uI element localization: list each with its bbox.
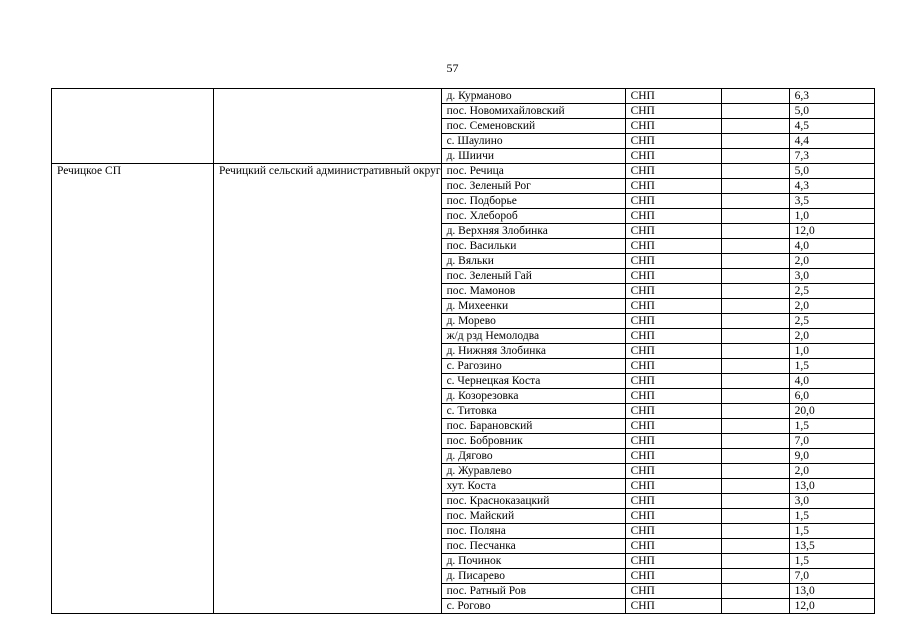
value-cell: 5,0 <box>789 104 874 119</box>
empty-cell <box>721 284 789 299</box>
value-cell: 2,5 <box>789 314 874 329</box>
value-cell: 2,5 <box>789 284 874 299</box>
value-cell: 7,3 <box>789 149 874 164</box>
locality-type-cell: СНП <box>625 584 721 599</box>
empty-cell <box>721 209 789 224</box>
locality-type-cell: СНП <box>625 404 721 419</box>
locality-type-cell: СНП <box>625 509 721 524</box>
value-cell: 9,0 <box>789 449 874 464</box>
locality-type-cell: СНП <box>625 299 721 314</box>
locality-name-cell: пос. Бобровник <box>441 434 625 449</box>
empty-cell <box>721 599 789 614</box>
locality-type-cell: СНП <box>625 104 721 119</box>
locality-type-cell: СНП <box>625 434 721 449</box>
value-cell: 2,0 <box>789 299 874 314</box>
empty-cell <box>721 539 789 554</box>
locality-type-cell: СНП <box>625 569 721 584</box>
locality-name-cell: пос. Зеленый Гай <box>441 269 625 284</box>
empty-cell <box>721 419 789 434</box>
value-cell: 6,3 <box>789 89 874 104</box>
empty-cell <box>721 224 789 239</box>
locality-name-cell: с. Титовка <box>441 404 625 419</box>
locality-name-cell: пос. Барановский <box>441 419 625 434</box>
locality-name-cell: д. Шиичи <box>441 149 625 164</box>
empty-cell <box>721 584 789 599</box>
value-cell: 7,0 <box>789 569 874 584</box>
value-cell: 6,0 <box>789 389 874 404</box>
locality-name-cell: пос. Новомихайловский <box>441 104 625 119</box>
value-cell: 20,0 <box>789 404 874 419</box>
empty-cell <box>721 314 789 329</box>
locality-type-cell: СНП <box>625 494 721 509</box>
value-cell: 1,5 <box>789 524 874 539</box>
locality-name-cell: пос. Майский <box>441 509 625 524</box>
locality-name-cell: с. Рагозино <box>441 359 625 374</box>
value-cell: 1,5 <box>789 419 874 434</box>
value-cell: 1,5 <box>789 359 874 374</box>
locality-name-cell: д. Морево <box>441 314 625 329</box>
settlement-cell: Речицкое СП <box>52 164 214 614</box>
empty-cell <box>721 464 789 479</box>
empty-cell <box>721 479 789 494</box>
value-cell: 1,5 <box>789 554 874 569</box>
locality-name-cell: пос. Мамонов <box>441 284 625 299</box>
empty-cell <box>721 254 789 269</box>
empty-cell <box>721 554 789 569</box>
locality-type-cell: СНП <box>625 194 721 209</box>
locality-name-cell: пос. Зеленый Рог <box>441 179 625 194</box>
empty-cell <box>721 239 789 254</box>
locality-type-cell: СНП <box>625 89 721 104</box>
locality-type-cell: СНП <box>625 119 721 134</box>
locality-type-cell: СНП <box>625 239 721 254</box>
locality-name-cell: пос. Поляна <box>441 524 625 539</box>
locality-type-cell: СНП <box>625 269 721 284</box>
empty-cell <box>721 359 789 374</box>
empty-cell <box>721 164 789 179</box>
value-cell: 12,0 <box>789 599 874 614</box>
value-cell: 2,0 <box>789 329 874 344</box>
empty-cell <box>721 89 789 104</box>
value-cell: 3,0 <box>789 269 874 284</box>
value-cell: 2,0 <box>789 464 874 479</box>
value-cell: 12,0 <box>789 224 874 239</box>
locality-name-cell: пос. Речица <box>441 164 625 179</box>
locality-type-cell: СНП <box>625 599 721 614</box>
locality-name-cell: д. Вяльки <box>441 254 625 269</box>
locality-name-cell: д. Курманово <box>441 89 625 104</box>
locality-type-cell: СНП <box>625 164 721 179</box>
district-cell <box>214 89 442 164</box>
locality-type-cell: СНП <box>625 419 721 434</box>
locality-type-cell: СНП <box>625 134 721 149</box>
empty-cell <box>721 494 789 509</box>
empty-cell <box>721 269 789 284</box>
locality-type-cell: СНП <box>625 554 721 569</box>
locality-name-cell: ж/д рзд Немолодва <box>441 329 625 344</box>
locality-name-cell: д. Журавлево <box>441 464 625 479</box>
empty-cell <box>721 509 789 524</box>
empty-cell <box>721 194 789 209</box>
locality-name-cell: д. Верхняя Злобинка <box>441 224 625 239</box>
locality-name-cell: пос. Подборье <box>441 194 625 209</box>
locality-name-cell: пос. Семеновский <box>441 119 625 134</box>
locality-type-cell: СНП <box>625 284 721 299</box>
district-cell: Речицкий сельский административный округ <box>214 164 442 614</box>
empty-cell <box>721 524 789 539</box>
locality-type-cell: СНП <box>625 359 721 374</box>
locality-name-cell: д. Нижняя Злобинка <box>441 344 625 359</box>
table-row <box>52 89 875 104</box>
locality-type-cell: СНП <box>625 449 721 464</box>
empty-cell <box>721 149 789 164</box>
locality-type-cell: СНП <box>625 389 721 404</box>
value-cell: 5,0 <box>789 164 874 179</box>
value-cell: 4,3 <box>789 179 874 194</box>
empty-cell <box>721 299 789 314</box>
page-number: 57 <box>446 61 459 75</box>
empty-cell <box>721 179 789 194</box>
locality-type-cell: СНП <box>625 374 721 389</box>
locality-name-cell: д. Михеенки <box>441 299 625 314</box>
value-cell: 1,0 <box>789 209 874 224</box>
value-cell: 3,0 <box>789 494 874 509</box>
locality-type-cell: СНП <box>625 524 721 539</box>
value-cell: 13,5 <box>789 539 874 554</box>
value-cell: 4,0 <box>789 374 874 389</box>
value-cell: 3,5 <box>789 194 874 209</box>
empty-cell <box>721 344 789 359</box>
value-cell: 7,0 <box>789 434 874 449</box>
locality-name-cell: пос. Ратный Ров <box>441 584 625 599</box>
locality-name-cell: д. Дягово <box>441 449 625 464</box>
locality-name-cell: с. Чернецкая Коста <box>441 374 625 389</box>
empty-cell <box>721 119 789 134</box>
locality-name-cell: с. Рогово <box>441 599 625 614</box>
locality-type-cell: СНП <box>625 479 721 494</box>
empty-cell <box>721 104 789 119</box>
empty-cell <box>721 449 789 464</box>
locality-name-cell: пос. Васильки <box>441 239 625 254</box>
value-cell: 2,0 <box>789 254 874 269</box>
value-cell: 13,0 <box>789 479 874 494</box>
empty-cell <box>721 134 789 149</box>
empty-cell <box>721 434 789 449</box>
settlement-cell <box>52 89 214 164</box>
locality-name-cell: д. Починок <box>441 554 625 569</box>
locality-type-cell: СНП <box>625 254 721 269</box>
locality-type-cell: СНП <box>625 149 721 164</box>
empty-cell <box>721 569 789 584</box>
settlements-table <box>51 88 875 614</box>
locality-type-cell: СНП <box>625 209 721 224</box>
value-cell: 1,5 <box>789 509 874 524</box>
locality-type-cell: СНП <box>625 344 721 359</box>
locality-name-cell: д. Козорезовка <box>441 389 625 404</box>
value-cell: 4,5 <box>789 119 874 134</box>
value-cell: 4,0 <box>789 239 874 254</box>
table-row <box>52 164 875 179</box>
empty-cell <box>721 374 789 389</box>
value-cell: 1,0 <box>789 344 874 359</box>
locality-type-cell: СНП <box>625 179 721 194</box>
locality-type-cell: СНП <box>625 464 721 479</box>
locality-name-cell: хут. Коста <box>441 479 625 494</box>
locality-name-cell: с. Шаулино <box>441 134 625 149</box>
empty-cell <box>721 329 789 344</box>
locality-type-cell: СНП <box>625 314 721 329</box>
locality-name-cell: пос. Хлебороб <box>441 209 625 224</box>
empty-cell <box>721 404 789 419</box>
locality-name-cell: пос. Песчанка <box>441 539 625 554</box>
value-cell: 4,4 <box>789 134 874 149</box>
locality-type-cell: СНП <box>625 539 721 554</box>
locality-type-cell: СНП <box>625 224 721 239</box>
locality-name-cell: пос. Краснoказацкий <box>441 494 625 509</box>
empty-cell <box>721 389 789 404</box>
locality-type-cell: СНП <box>625 329 721 344</box>
settlements-table-body <box>52 89 875 614</box>
value-cell: 13,0 <box>789 584 874 599</box>
locality-name-cell: д. Писарево <box>441 569 625 584</box>
